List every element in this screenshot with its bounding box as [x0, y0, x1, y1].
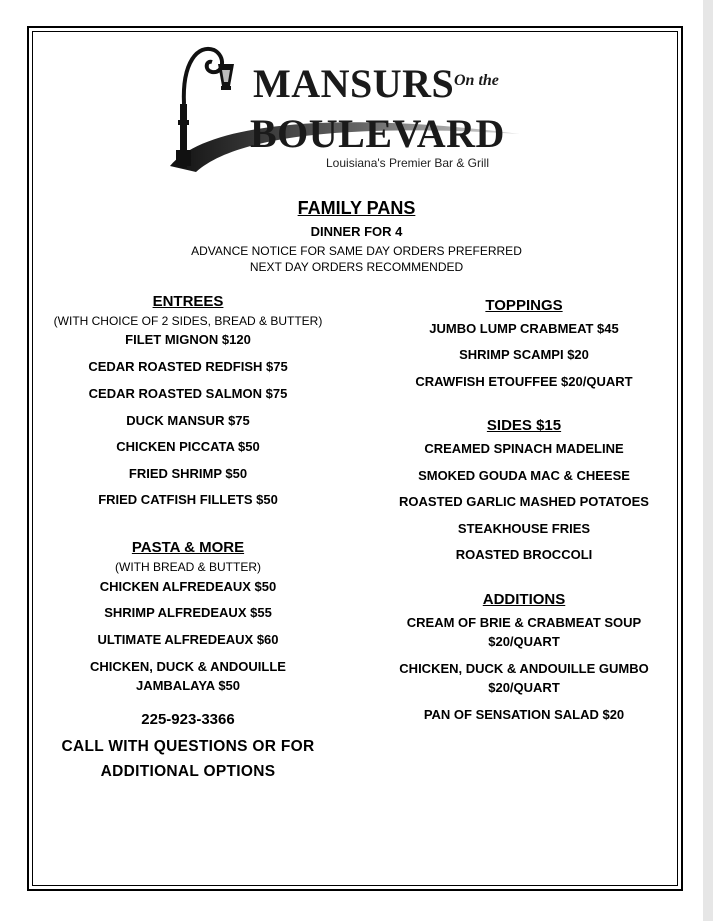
topping-item: JUMBO LUMP CRABMEAT $45: [429, 321, 619, 336]
pasta-note: (WITH BREAD & BUTTER): [115, 560, 261, 574]
phone-number: 225-923-3366: [141, 711, 235, 728]
entrees-heading: ENTREES: [152, 293, 224, 310]
pasta-item: SHRIMP ALFREDEAUX $55: [104, 605, 272, 620]
pasta-heading: PASTA & MORE: [131, 539, 245, 556]
logo-name: MANSURS: [253, 61, 455, 106]
pasta-item: JAMBALAYA $50: [135, 678, 241, 693]
entree-item: CEDAR ROASTED REDFISH $75: [88, 359, 288, 374]
page-subtitle: DINNER FOR 4: [310, 224, 403, 239]
side-item: CREAMED SPINACH MADELINE: [424, 441, 624, 456]
order-notice-next-day: NEXT DAY ORDERS RECOMMENDED: [249, 260, 464, 274]
call-note-line2: ADDITIONAL OPTIONS: [100, 763, 276, 780]
logo-tagline: Louisiana's Premier Bar & Grill: [326, 156, 490, 170]
sides-heading: SIDES $15: [486, 417, 562, 434]
addition-item: CREAM OF BRIE & CRABMEAT SOUP: [406, 615, 642, 630]
topping-item: CRAWFISH ETOUFFEE $20/QUART: [415, 374, 633, 389]
page-edge: [703, 0, 713, 921]
entree-item: DUCK MANSUR $75: [126, 413, 250, 428]
pasta-item: CHICKEN, DUCK & ANDOUILLE: [90, 659, 286, 674]
addition-item: $20/QUART: [488, 680, 560, 695]
entree-item: CHICKEN PICCATA $50: [116, 439, 260, 454]
page-title: FAMILY PANS: [297, 198, 416, 218]
side-item: SMOKED GOUDA MAC & CHEESE: [418, 468, 630, 483]
right-column: [374, 0, 674, 921]
additions-heading: ADDITIONS: [482, 591, 566, 608]
entree-item: FRIED SHRIMP $50: [128, 466, 248, 481]
pasta-item: ULTIMATE ALFREDEAUX $60: [97, 632, 279, 647]
entrees-note: (WITH CHOICE OF 2 SIDES, BREAD & BUTTER): [53, 314, 323, 328]
pasta-item: CHICKEN ALFREDEAUX $50: [99, 579, 277, 594]
logo-boulevard: BOULEVARD: [250, 111, 505, 156]
entree-item: FRIED CATFISH FILLETS $50: [98, 492, 278, 507]
addition-item: CHICKEN, DUCK & ANDOUILLE GUMBO: [399, 661, 649, 676]
addition-item: PAN OF SENSATION SALAD $20: [423, 707, 625, 722]
side-item: ROASTED GARLIC MASHED POTATOES: [399, 494, 649, 509]
toppings-heading: TOPPINGS: [485, 297, 563, 314]
entree-item: CEDAR ROASTED SALMON $75: [88, 386, 288, 401]
side-item: STEAKHOUSE FRIES: [457, 521, 591, 536]
order-notice-same-day: ADVANCE NOTICE FOR SAME DAY ORDERS PREFERRED: [191, 244, 522, 258]
left-column: [38, 0, 338, 921]
logo-on-the: On the: [454, 72, 499, 89]
side-item: ROASTED BROCCOLI: [455, 547, 593, 562]
entree-item: FILET MIGNON $120: [125, 332, 251, 347]
addition-item: $20/QUART: [488, 634, 560, 649]
topping-item: SHRIMP SCAMPI $20: [459, 347, 589, 362]
call-note-line1: CALL WITH QUESTIONS OR FOR: [61, 738, 315, 755]
